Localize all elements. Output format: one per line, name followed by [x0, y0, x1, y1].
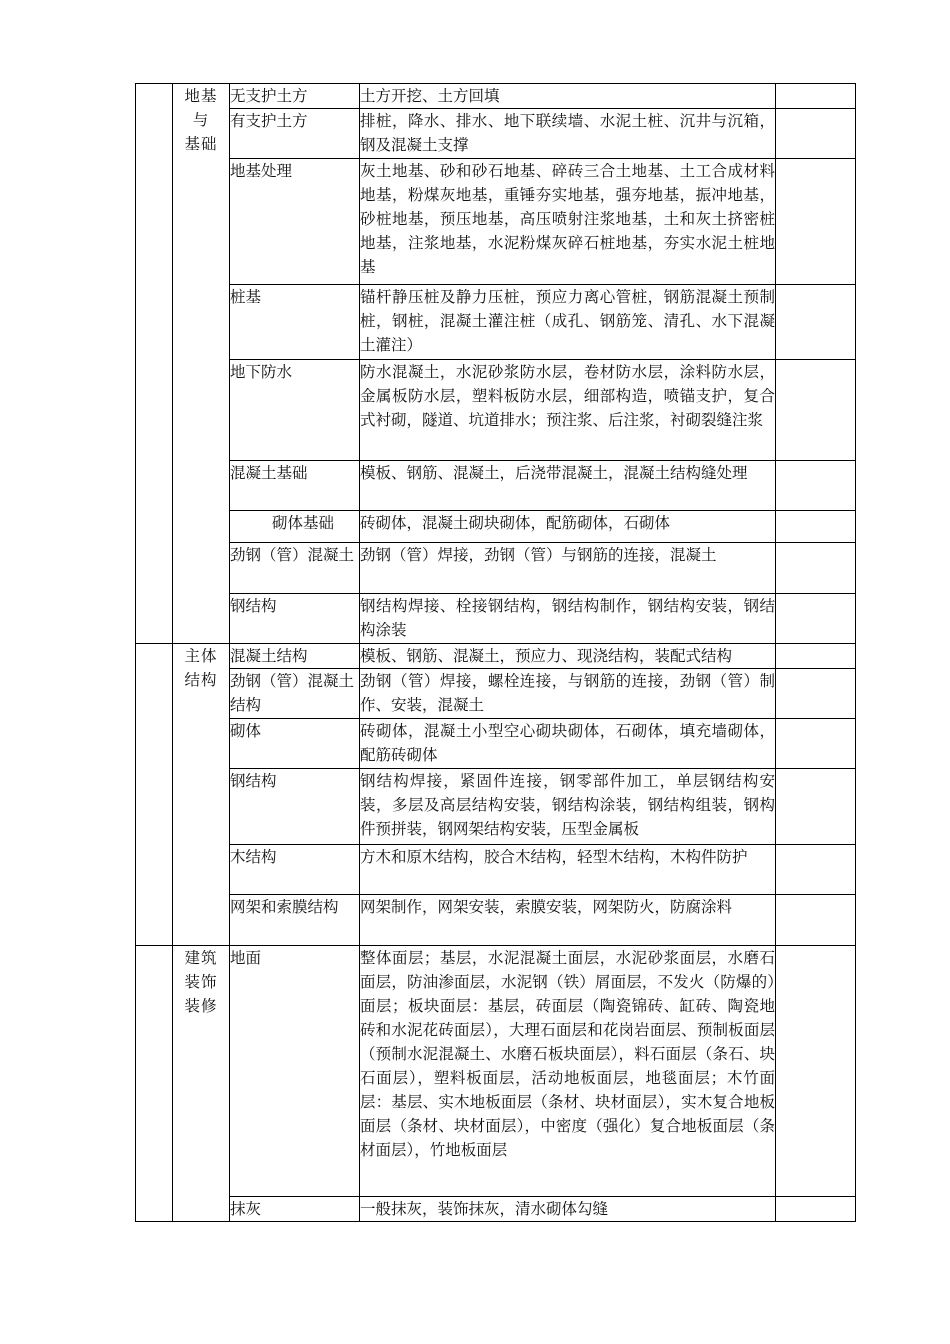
group-label-line: 装修 — [184, 997, 218, 1015]
subdivision-content: 锚杆静压桩及静力压桩，预应力离心管桩，钢筋混凝土预制桩，钢桩，混凝土灌注桩（成孔、钢筋笼、清孔、水下混凝土灌注） — [360, 285, 776, 360]
group-label-line: 结构 — [184, 671, 218, 689]
construction-subdivision-table — [135, 83, 856, 1222]
table-row — [136, 360, 856, 461]
subdivision-name: 有支护土方 — [230, 109, 360, 159]
table-row — [136, 644, 856, 669]
subdivision-content: 一般抹灰，装饰抹灰，清水砌体勾缝 — [360, 1197, 776, 1222]
subdivision-name: 劲钢（管）混凝土结构 — [230, 669, 360, 719]
subdivision-content: 钢结构焊接，紧固件连接，钢零部件加工，单层钢结构安装，多层及高层结构安装，钢结构涂装，钢结构组装，钢构件预拼装，钢网架结构安装，压型金属板 — [360, 769, 776, 845]
group-label-line: 建筑 — [184, 949, 218, 967]
blank-cell — [776, 461, 856, 511]
subdivision-content: 防水混凝土，水泥砂浆防水层，卷材防水层，涂料防水层，金属板防水层，塑料板防水层，细部构造，喷锚支护，复合式衬砌，隧道、坑道排水；预注浆、后注浆，衬砌裂缝注浆 — [360, 360, 776, 461]
subdivision-content: 模板、钢筋、混凝土，后浇带混凝土，混凝土结构缝处理 — [360, 461, 776, 511]
table-row — [136, 109, 856, 159]
subdivision-content: 灰土地基、砂和砂石地基、碎砖三合土地基、土工合成材料地基，粉煤灰地基，重锤夯实地基，强夯地基，振冲地基，砂桩地基，预压地基，高压喷射注浆地基，土和灰土挤密桩地基，注浆地基，水泥粉煤灰碎石桩地基，夯实水泥土桩地基 — [360, 159, 776, 285]
subdivision-name: 砌体基础 — [230, 511, 360, 543]
table-row — [136, 543, 856, 594]
subdivision-content: 砖砌体，混凝土小型空心砌块砌体，石砌体，填充墙砌体，配筋砖砌体 — [360, 719, 776, 769]
subdivision-content: 劲钢（管）焊接，劲钢（管）与钢筋的连接，混凝土 — [360, 543, 776, 594]
blank-cell — [776, 845, 856, 895]
group-label-line: 装饰 — [184, 973, 218, 991]
blank-cell — [776, 946, 856, 1197]
group-label-foundation — [173, 84, 230, 644]
blank-cell — [776, 159, 856, 285]
blank-cell — [136, 644, 173, 946]
blank-cell — [776, 1197, 856, 1222]
blank-cell — [776, 285, 856, 360]
subdivision-name: 抹灰 — [230, 1197, 360, 1222]
subdivision-name: 网架和索膜结构 — [230, 895, 360, 946]
group-label-main-structure — [173, 644, 230, 946]
subdivision-content: 钢结构焊接、栓接钢结构，钢结构制作，钢结构安装，钢结构涂装 — [360, 594, 776, 644]
subdivision-name: 混凝土结构 — [230, 644, 360, 669]
table-row — [136, 159, 856, 285]
subdivision-name: 劲钢（管）混凝土 — [230, 543, 360, 594]
table-row — [136, 84, 856, 109]
subdivision-name: 地面 — [230, 946, 360, 1197]
subdivision-content: 整体面层；基层，水泥混凝土面层，水泥砂浆面层，水磨石面层，防油渗面层，水泥钢（铁）屑面层，不发火（防爆的）面层；板块面层：基层，砖面层（陶瓷锦砖、缸砖、陶瓷地砖和水泥花砖面层），大理石面层和花岗岩面层、预制板面层（预制水泥混凝土、水磨石板块面层），料石面层（条石、块石面层），塑料板面层，活动地板面层，地毯面层；木竹面层：基层、实木地板面层（条材、块材面层），实木复合地板面层（条材、块材面层），中密度（强化）复合地板面层（条材面层），竹地板面层 — [360, 946, 776, 1197]
group-label-line: 地基 — [184, 87, 218, 105]
table-row — [136, 1197, 856, 1222]
group-label-line: 与 — [192, 111, 210, 129]
blank-cell — [136, 946, 173, 1222]
subdivision-content: 砖砌体，混凝土砌块砌体，配筋砌体，石砌体 — [360, 511, 776, 543]
blank-cell — [136, 84, 173, 644]
table-row — [136, 594, 856, 644]
table-row — [136, 845, 856, 895]
table-row — [136, 895, 856, 946]
blank-cell — [776, 719, 856, 769]
subdivision-content: 模板、钢筋、混凝土，预应力、现浇结构，装配式结构 — [360, 644, 776, 669]
table-row — [136, 669, 856, 719]
table-row — [136, 511, 856, 543]
group-label-decoration — [173, 946, 230, 1222]
blank-cell — [776, 360, 856, 461]
table-row — [136, 946, 856, 1197]
blank-cell — [776, 769, 856, 845]
table-row — [136, 461, 856, 511]
subdivision-content: 网架制作，网架安装，索膜安装，网架防火，防腐涂料 — [360, 895, 776, 946]
subdivision-name: 混凝土基础 — [230, 461, 360, 511]
subdivision-name: 钢结构 — [230, 769, 360, 845]
subdivision-content: 土方开挖、土方回填 — [360, 84, 776, 109]
subdivision-name: 木结构 — [230, 845, 360, 895]
blank-cell — [776, 644, 856, 669]
subdivision-content: 方木和原木结构，胶合木结构，轻型木结构，木构件防护 — [360, 845, 776, 895]
subdivision-name: 地基处理 — [230, 159, 360, 285]
subdivision-name: 桩基 — [230, 285, 360, 360]
blank-cell — [776, 511, 856, 543]
table-row — [136, 769, 856, 845]
subdivision-name: 地下防水 — [230, 360, 360, 461]
blank-cell — [776, 895, 856, 946]
table-row — [136, 719, 856, 769]
subdivision-content: 劲钢（管）焊接，螺栓连接，与钢筋的连接，劲钢（管）制作、安装，混凝土 — [360, 669, 776, 719]
subdivision-name: 无支护土方 — [230, 84, 360, 109]
group-label-line: 基础 — [184, 135, 218, 153]
blank-cell — [776, 109, 856, 159]
subdivision-content: 排桩，降水、排水、地下联续墙、水泥土桩、沉井与沉箱，钢及混凝土支撑 — [360, 109, 776, 159]
blank-cell — [776, 594, 856, 644]
blank-cell — [776, 543, 856, 594]
blank-cell — [776, 84, 856, 109]
table-row — [136, 285, 856, 360]
subdivision-name: 砌体 — [230, 719, 360, 769]
blank-cell — [776, 669, 856, 719]
group-label-line: 主体 — [184, 647, 218, 665]
subdivision-name: 钢结构 — [230, 594, 360, 644]
